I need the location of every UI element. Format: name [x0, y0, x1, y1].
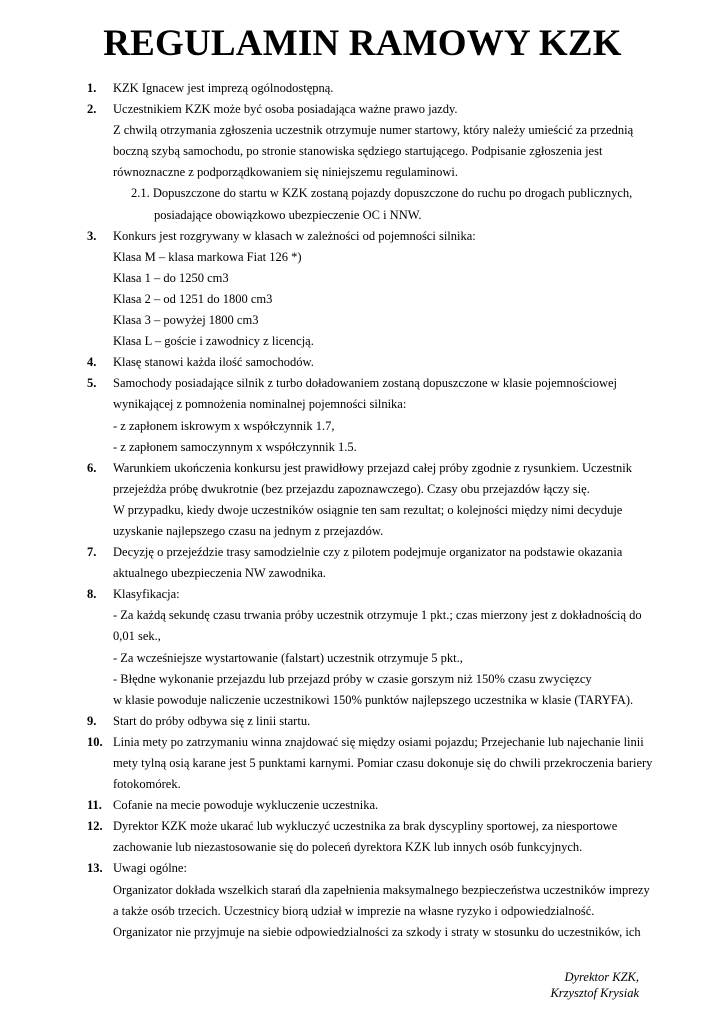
rule-text-line: Klasa 2 – od 1251 do 1800 cm3	[113, 291, 273, 306]
rule-item	[87, 816, 647, 858]
rule-text-line: 0,01 sek.,	[113, 629, 161, 644]
rule-text-line: Uczestnikiem KZK może być osoba posiadająca ważne prawo jazdy.	[113, 102, 458, 117]
rule-item	[87, 352, 647, 373]
rule-item	[87, 858, 650, 942]
rule-item	[87, 458, 647, 542]
rule-text-line: boczną szybą samochodu, po stronie stanowiska sędziego startującego. Podpisanie zgłoszenia jest	[113, 144, 603, 159]
rule-number: 8.	[87, 587, 97, 602]
rule-number: 5.	[87, 376, 97, 391]
rule-text-line: Klasyfikacja:	[113, 587, 180, 602]
rule-text-line: Klasę stanowi każda ilość samochodów.	[113, 355, 314, 370]
rule-text-line: Cofanie na mecie powoduje wykluczenie uczestnika.	[113, 798, 379, 813]
rule-item	[87, 584, 647, 711]
rule-text-line: - z zapłonem samoczynnym x współczynnik 1.5.	[113, 439, 357, 454]
rule-text-line: Klasa M – klasa markowa Fiat 126 *)	[113, 249, 302, 264]
rule-number: 6.	[87, 460, 97, 475]
rule-text-line: Samochody posiadające silnik z turbo doładowaniem zostaną dopuszczone w klasie pojemnościowej	[113, 376, 618, 391]
rule-item	[87, 99, 647, 226]
signature-name: Krzysztof Krysiak	[550, 986, 639, 1000]
rule-text-line: równoznaczne z podporządkowaniem się niniejszemu regulaminowi.	[113, 165, 459, 180]
rule-number: 11.	[87, 798, 102, 813]
rule-number: 9.	[87, 713, 97, 728]
rule-text-line: KZK Ignacew jest imprezą ogólnodostępną.	[113, 81, 334, 95]
rule-text-line: - Za wcześniejsze wystartowanie (falstart) uczestnik otrzymuje 5 pkt.,	[113, 650, 463, 665]
rule-number: 4.	[87, 355, 97, 370]
rule-text-line: W przypadku, kiedy dwoje uczestników osiągnie ten sam rezultat; o kolejności między nimi decyduje	[113, 502, 623, 517]
signature-title: Dyrektor KZK,	[564, 970, 639, 984]
rule-text-line: - z zapłonem iskrowym x współczynnik 1.7,	[113, 418, 335, 433]
rule-text-line: Linia mety po zatrzymaniu winna znajdować się między osiami pojazdu; Przejechanie lub najechanie linii	[113, 734, 644, 749]
rule-text-line: w klasie powoduje naliczenie uczestnikowi 150% punktów najlepszego uczestnika w klasie (TARYFA).	[113, 692, 634, 707]
rule-item	[87, 373, 647, 457]
rule-text-line: aktualnego ubezpieczenia NW zawodnika.	[113, 566, 326, 581]
document-title: REGULAMIN RAMOWY KZK	[103, 23, 622, 64]
rule-text-line: zachowanie lub niezastosowanie się do poleceń dyrektora KZK lub innych osób funkcyjnych.	[113, 840, 583, 855]
rule-text-line: Klasa L – goście i zawodnicy z licencją.	[113, 334, 314, 349]
rule-text-line: Z chwilą otrzymania zgłoszenia uczestnik otrzymuje numer startowy, który należy umieścić za przednią	[113, 123, 634, 138]
rule-item	[87, 711, 647, 732]
rule-number: 1.	[87, 81, 97, 95]
rule-text-line: wynikającej z pomnożenia nominalnej pojemności silnika:	[113, 397, 407, 412]
rule-item	[87, 542, 647, 584]
rule-text-line: - Błędne wykonanie przejazdu lub przejazd próby w czasie gorszym niż 150% czasu zwycięzcy	[113, 671, 592, 686]
rule-text-line: Organizator nie przyjmuje na siebie odpowiedzialności za szkody i straty w stosunku do uczestników, ich	[113, 924, 641, 939]
rule-text-line: Decyzję o przejeździe trasy samodzielnie czy z pilotem podejmuje organizator na podstawie okazania	[113, 545, 623, 560]
sub-rule-line: 2.1. Dopuszczone do startu w KZK zostaną pojazdy dopuszczone do ruchu po drogach publicznych,	[131, 186, 633, 201]
rule-text-line: Klasa 3 – powyżej 1800 cm3	[113, 313, 259, 328]
rule-number: 10.	[87, 734, 103, 749]
rule-text-line: uzyskanie najlepszego czasu na jednym z przejazdów.	[113, 523, 384, 538]
rule-item	[87, 795, 647, 816]
rule-text-line: Start do próby odbywa się z linii startu.	[113, 713, 311, 728]
signature-block	[550, 969, 639, 1001]
sub-rule-line: posiadające obowiązkowo ubezpieczenie OC i NNW.	[154, 207, 422, 222]
sub-rule	[113, 183, 647, 225]
rules-list	[87, 78, 653, 943]
rule-number: 2.	[87, 102, 97, 117]
rule-text-line: Uwagi ogólne:	[113, 861, 187, 876]
rule-number: 3.	[87, 228, 97, 243]
rule-text-line: - Za każdą sekundę czasu trwania próby uczestnik otrzymuje 1 pkt.; czas mierzony jest z dokładnością do	[113, 608, 642, 623]
rule-item	[87, 732, 653, 795]
rule-text-line: a także osób trzecich. Uczestnicy biorą udział w imprezie na własne ryzyko i odpowiedzialność.	[113, 903, 595, 918]
rule-item	[87, 226, 647, 353]
rule-number: 7.	[87, 545, 97, 560]
rule-text-line: Klasa 1 – do 1250 cm3	[113, 270, 229, 285]
rule-text-line: Warunkiem ukończenia konkursu jest prawidłowy przejazd całej próby zgodnie z rysunkiem. Uczestnik	[113, 460, 632, 475]
rule-item	[87, 78, 647, 99]
rule-number: 12.	[87, 819, 103, 834]
rule-text-line: Organizator dokłada wszelkich starań dla zapełnienia maksymalnego bezpieczeństwa uczestników imprezy	[113, 882, 650, 897]
rule-text-line: Dyrektor KZK może ukarać lub wykluczyć uczestnika za brak dyscypliny sportowej, za niesportowe	[113, 819, 618, 834]
rule-number: 13.	[87, 861, 103, 876]
rule-text-line: przejeżdża próbę dwukrotnie (bez przejazdu zapoznawczego). Czasy obu przejazdów łączy się.	[113, 481, 590, 496]
rule-text-line: mety tylną osią karane jest 5 punktami karnymi. Pomiar czasu dokonuje się do chwili przekroczenia bariery	[113, 756, 653, 770]
rule-text-line: Konkurs jest rozgrywany w klasach w zależności od pojemności silnika:	[113, 228, 476, 243]
rule-text-line: fotokomórek.	[113, 777, 181, 792]
